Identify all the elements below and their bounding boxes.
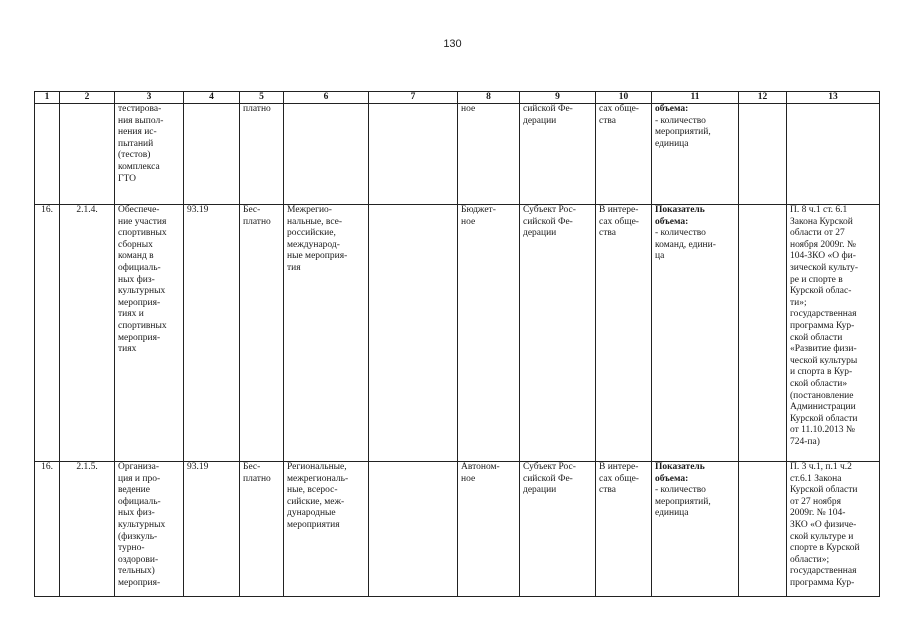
cell-content: Межрегио- нальные, все- российские, международ- ные мероприя- тия <box>284 205 369 462</box>
cell-consumers: сах обще- ства <box>596 104 652 205</box>
cell-okved: 93.19 <box>184 462 240 597</box>
header-col-10: 10 <box>596 92 652 104</box>
cell-indicator <box>652 205 739 462</box>
cell-code <box>60 104 115 205</box>
cell-service-name: тестирова- ния выпол- нения ис- пытаний (тестов) комплекса ГТО <box>115 104 184 205</box>
cell-founder: сийской Фе- дерации <box>520 104 596 205</box>
cell-quality <box>739 462 787 597</box>
cell-payment: Бес- платно <box>240 205 284 462</box>
indicator-title: Показатель объема: <box>655 205 705 227</box>
cell-legal-basis: П. 8 ч.1 ст. 6.1 Закона Курской области от 27 ноября 2009г. № 104-ЗКО «О фи- зической культу- ре и спорте в Курской облас- ти»; государственная программа Кур- ской области «Развитие физи- ческой культуры и спорта в Кур- ской области» (постановление Администрации Курской области от 11.10.2013 № 724-па) <box>787 205 880 462</box>
header-col-1: 1 <box>35 92 60 104</box>
cell-number: 16. <box>35 205 60 462</box>
cell-code: 2.1.5. <box>60 462 115 597</box>
table-row <box>35 462 880 597</box>
cell-conditions <box>369 205 458 462</box>
cell-conditions <box>369 104 458 205</box>
header-col-12: 12 <box>739 92 787 104</box>
header-col-2: 2 <box>60 92 115 104</box>
cell-content: Региональные, межрегиональ- ные, всерос- сийские, меж- дународные мероприятия <box>284 462 369 597</box>
header-col-7: 7 <box>369 92 458 104</box>
cell-number: 16. <box>35 462 60 597</box>
cell-consumers: В интере- сах обще- ства <box>596 205 652 462</box>
header-col-11: 11 <box>652 92 739 104</box>
cell-service-name: Обеспече- ние участия спортивных сборных команд в официаль- ных физ- культурных мероприя- тиях и спортивных мероприя- тиях <box>115 205 184 462</box>
page-number: 130 <box>443 38 462 50</box>
header-col-13: 13 <box>787 92 880 104</box>
table-row <box>35 104 880 205</box>
indicator-body: - количество команд, едини- ца <box>655 228 716 262</box>
cell-indicator <box>652 104 739 205</box>
cell-code: 2.1.4. <box>60 205 115 462</box>
cell-okved <box>184 104 240 205</box>
cell-service-name: Организа- ция и про- ведение официаль- ных физ- культурных (физкуль- турно- оздорови- тельных) мероприя- <box>115 462 184 597</box>
header-col-3: 3 <box>115 92 184 104</box>
header-col-5: 5 <box>240 92 284 104</box>
cell-payment: Бес- платно <box>240 462 284 597</box>
header-col-9: 9 <box>520 92 596 104</box>
header-col-8: 8 <box>458 92 520 104</box>
cell-quality <box>739 104 787 205</box>
indicator-title: Показатель объема: <box>655 462 705 484</box>
header-col-4: 4 <box>184 92 240 104</box>
cell-founder: Субъект Рос- сийской Фе- дерации <box>520 462 596 597</box>
table-row <box>35 205 880 462</box>
cell-legal-basis: П. 3 ч.1, п.1 ч.2 ст.6.1 Закона Курской области от 27 ноября 2009г. № 104- ЗКО «О физиче- ской культуре и спорте в Курской области»; государственная программа Кур- <box>787 462 880 597</box>
cell-conditions <box>369 462 458 597</box>
cell-okved: 93.19 <box>184 205 240 462</box>
cell-institution-type: Автоном- ное <box>458 462 520 597</box>
cell-institution-type: Бюджет- ное <box>458 205 520 462</box>
cell-quality <box>739 205 787 462</box>
cell-legal-basis <box>787 104 880 205</box>
indicator-title: объема: <box>655 104 689 114</box>
cell-content <box>284 104 369 205</box>
services-table <box>34 91 880 597</box>
header-col-6: 6 <box>284 92 369 104</box>
cell-founder: Субъект Рос- сийской Фе- дерации <box>520 205 596 462</box>
cell-consumers: В интере- сах обще- ства <box>596 462 652 597</box>
indicator-body: - количество мероприятий, единица <box>655 115 711 149</box>
indicator-body: - количество мероприятий, единица <box>655 485 711 519</box>
header-row <box>35 92 880 104</box>
cell-institution-type: ное <box>458 104 520 205</box>
cell-indicator <box>652 462 739 597</box>
cell-payment: платно <box>240 104 284 205</box>
cell-number <box>35 104 60 205</box>
